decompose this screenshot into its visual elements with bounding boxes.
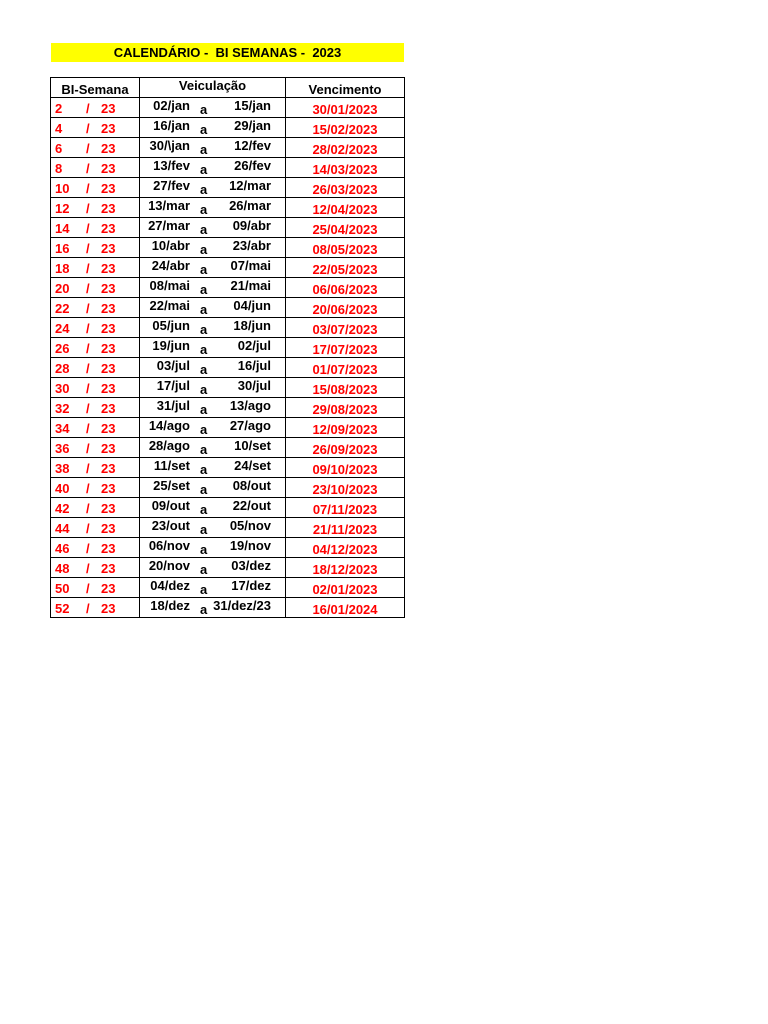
- biweek-year: 23: [101, 561, 116, 576]
- table-row: [51, 178, 405, 198]
- due-date-cell: 02/01/2023: [286, 578, 405, 598]
- table-row: [51, 278, 405, 298]
- due-date-cell: 30/01/2023: [286, 98, 405, 118]
- period-cell: [140, 118, 286, 138]
- period-end: 29/jan: [234, 118, 271, 133]
- header-period: Veiculação: [140, 78, 286, 98]
- header-due: Vencimento: [286, 78, 405, 98]
- due-date-cell: 25/04/2023: [286, 218, 405, 238]
- biweek-year: 23: [101, 241, 116, 256]
- period-cell: [140, 518, 286, 538]
- biweek-year: 23: [101, 301, 116, 316]
- period-end: 26/fev: [234, 158, 271, 173]
- biweek-slash: /: [86, 161, 90, 176]
- biweek-year: 23: [101, 481, 116, 496]
- period-separator: a: [200, 542, 208, 557]
- period-separator: a: [200, 482, 208, 497]
- due-date-cell: 01/07/2023: [286, 358, 405, 378]
- biweek-number: 44: [55, 521, 70, 536]
- biweek-cell: [51, 538, 140, 558]
- period-cell: [140, 218, 286, 238]
- period-end: 15/jan: [234, 98, 271, 113]
- period-separator: a: [200, 382, 208, 397]
- period-end: 03/dez: [231, 558, 271, 573]
- period-cell: [140, 358, 286, 378]
- due-date-cell: 29/08/2023: [286, 398, 405, 418]
- biweek-year: 23: [101, 141, 116, 156]
- due-date-cell: 20/06/2023: [286, 298, 405, 318]
- period-separator: a: [200, 582, 208, 597]
- period-end: 17/dez: [231, 578, 271, 593]
- biweek-cell: [51, 518, 140, 538]
- biweek-year: 23: [101, 461, 116, 476]
- biweek-number: 10: [55, 181, 70, 196]
- period-separator: a: [200, 262, 208, 277]
- table-row: [51, 498, 405, 518]
- biweek-slash: /: [86, 241, 90, 256]
- biweek-number: 24: [55, 321, 70, 336]
- period-separator: a: [200, 602, 208, 617]
- period-start: 24/abr: [151, 258, 190, 273]
- period-start: 19/jun: [152, 338, 190, 353]
- table-header-row: [51, 78, 405, 98]
- biweek-cell: [51, 238, 140, 258]
- period-end: 02/jul: [237, 338, 271, 353]
- table-row: [51, 118, 405, 138]
- period-end: 08/out: [232, 478, 271, 493]
- biweek-slash: /: [86, 401, 90, 416]
- biweek-cell: [51, 138, 140, 158]
- biweek-number: 22: [55, 301, 70, 316]
- biweek-cell: [51, 398, 140, 418]
- biweek-number: 38: [55, 461, 70, 476]
- biweek-year: 23: [101, 321, 116, 336]
- period-cell: [140, 318, 286, 338]
- biweek-slash: /: [86, 321, 90, 336]
- period-separator: a: [200, 162, 208, 177]
- biweek-number: 12: [55, 201, 70, 216]
- table-row: [51, 538, 405, 558]
- period-end: 23/abr: [232, 238, 271, 253]
- due-date-cell: 03/07/2023: [286, 318, 405, 338]
- due-date-cell: 26/03/2023: [286, 178, 405, 198]
- period-separator: a: [200, 282, 208, 297]
- biweek-cell: [51, 438, 140, 458]
- period-separator: a: [200, 222, 208, 237]
- due-date-cell: 12/04/2023: [286, 198, 405, 218]
- period-end: 24/set: [234, 458, 271, 473]
- biweek-year: 23: [101, 361, 116, 376]
- biweek-cell: [51, 598, 140, 618]
- table-row: [51, 418, 405, 438]
- biweek-year: 23: [101, 421, 116, 436]
- biweek-slash: /: [86, 501, 90, 516]
- biweek-cell: [51, 178, 140, 198]
- biweek-slash: /: [86, 301, 90, 316]
- biweek-slash: /: [86, 541, 90, 556]
- due-date-cell: 06/06/2023: [286, 278, 405, 298]
- period-end: 16/jul: [237, 358, 271, 373]
- period-separator: a: [200, 202, 208, 217]
- period-cell: [140, 598, 286, 618]
- period-end: 04/jun: [233, 298, 271, 313]
- period-cell: [140, 338, 286, 358]
- period-separator: a: [200, 402, 208, 417]
- biweek-year: 23: [101, 201, 116, 216]
- period-start: 03/jul: [156, 358, 190, 373]
- period-separator: a: [200, 422, 208, 437]
- period-start: 10/abr: [151, 238, 190, 253]
- period-end: 22/out: [232, 498, 271, 513]
- period-cell: [140, 198, 286, 218]
- period-start: 23/out: [151, 518, 190, 533]
- period-end: 26/mar: [229, 198, 271, 213]
- biweek-number: 32: [55, 401, 70, 416]
- biweek-year: 23: [101, 261, 116, 276]
- biweek-cell: [51, 458, 140, 478]
- period-separator: a: [200, 342, 208, 357]
- biweek-year: 23: [101, 281, 116, 296]
- biweek-slash: /: [86, 381, 90, 396]
- period-start: 08/mai: [149, 278, 190, 293]
- biweek-number: 4: [55, 121, 63, 136]
- period-cell: [140, 438, 286, 458]
- table-row: [51, 518, 405, 538]
- period-separator: a: [200, 142, 208, 157]
- period-end: 31/dez/23: [213, 598, 271, 613]
- period-start: 27/fev: [153, 178, 190, 193]
- biweek-cell: [51, 358, 140, 378]
- biweek-number: 50: [55, 581, 70, 596]
- biweek-year: 23: [101, 501, 116, 516]
- biweek-slash: /: [86, 261, 90, 276]
- due-date-cell: 15/02/2023: [286, 118, 405, 138]
- biweek-year: 23: [101, 381, 116, 396]
- period-start: 18/dez: [150, 598, 190, 613]
- period-start: 20/nov: [148, 558, 190, 573]
- biweek-number: 14: [55, 221, 70, 236]
- biweek-cell: [51, 558, 140, 578]
- biweek-slash: /: [86, 121, 90, 136]
- biweek-number: 34: [55, 421, 70, 436]
- period-end: 12/mar: [229, 178, 271, 193]
- period-start: 22/mai: [149, 298, 190, 313]
- biweek-slash: /: [86, 101, 90, 116]
- period-end: 21/mai: [230, 278, 271, 293]
- due-date-cell: 22/05/2023: [286, 258, 405, 278]
- table-row: [51, 238, 405, 258]
- period-start: 04/dez: [150, 578, 190, 593]
- period-separator: a: [200, 442, 208, 457]
- period-cell: [140, 498, 286, 518]
- due-date-cell: 18/12/2023: [286, 558, 405, 578]
- biweek-cell: [51, 478, 140, 498]
- biweek-year: 23: [101, 581, 116, 596]
- period-cell: [140, 278, 286, 298]
- biweek-number: 40: [55, 481, 70, 496]
- due-date-cell: 07/11/2023: [286, 498, 405, 518]
- due-date-cell: 09/10/2023: [286, 458, 405, 478]
- due-date-cell: 16/01/2024: [286, 598, 405, 618]
- due-date-cell: 28/02/2023: [286, 138, 405, 158]
- biweek-number: 46: [55, 541, 70, 556]
- period-cell: [140, 258, 286, 278]
- table-row: [51, 258, 405, 278]
- table-row: [51, 318, 405, 338]
- period-separator: a: [200, 322, 208, 337]
- period-start: 09/out: [151, 498, 190, 513]
- biweek-cell: [51, 578, 140, 598]
- biweek-cell: [51, 158, 140, 178]
- period-end: 09/abr: [232, 218, 271, 233]
- period-start: 06/nov: [148, 538, 190, 553]
- table-row: [51, 338, 405, 358]
- table-row: [51, 598, 405, 618]
- biweek-year: 23: [101, 181, 116, 196]
- period-cell: [140, 98, 286, 118]
- biweek-slash: /: [86, 521, 90, 536]
- biweek-year: 23: [101, 401, 116, 416]
- biweek-cell: [51, 98, 140, 118]
- biweek-number: 6: [55, 141, 63, 156]
- biweek-slash: /: [86, 361, 90, 376]
- period-end: 07/mai: [230, 258, 271, 273]
- biweek-year: 23: [101, 441, 116, 456]
- period-separator: a: [200, 182, 208, 197]
- period-start: 17/jul: [156, 378, 190, 393]
- table-row: [51, 358, 405, 378]
- biweek-number: 30: [55, 381, 70, 396]
- biweek-year: 23: [101, 521, 116, 536]
- period-cell: [140, 158, 286, 178]
- period-separator: a: [200, 462, 208, 477]
- biweek-slash: /: [86, 561, 90, 576]
- period-separator: a: [200, 122, 208, 137]
- table-row: [51, 458, 405, 478]
- biweek-slash: /: [86, 581, 90, 596]
- period-separator: a: [200, 522, 208, 537]
- biweek-cell: [51, 318, 140, 338]
- due-date-cell: 12/09/2023: [286, 418, 405, 438]
- period-start: 11/set: [153, 458, 190, 473]
- due-date-cell: 14/03/2023: [286, 158, 405, 178]
- due-date-cell: 21/11/2023: [286, 518, 405, 538]
- biweek-slash: /: [86, 441, 90, 456]
- period-start: 14/ago: [148, 418, 190, 433]
- biweek-number: 2: [55, 101, 63, 116]
- biweek-slash: /: [86, 481, 90, 496]
- period-separator: a: [200, 502, 208, 517]
- biweek-year: 23: [101, 101, 116, 116]
- biweek-cell: [51, 418, 140, 438]
- biweek-slash: /: [86, 201, 90, 216]
- biweek-number: 18: [55, 261, 70, 276]
- period-cell: [140, 238, 286, 258]
- biweek-number: 16: [55, 241, 70, 256]
- period-cell: [140, 378, 286, 398]
- period-start: 30/\jan: [149, 138, 190, 153]
- biweek-number: 28: [55, 361, 70, 376]
- table-row: [51, 378, 405, 398]
- period-separator: a: [200, 562, 208, 577]
- period-cell: [140, 458, 286, 478]
- biweek-slash: /: [86, 341, 90, 356]
- biweek-number: 52: [55, 601, 70, 616]
- period-end: 12/fev: [234, 138, 271, 153]
- biweek-cell: [51, 298, 140, 318]
- table-row: [51, 98, 405, 118]
- period-end: 30/jul: [237, 378, 271, 393]
- period-end: 13/ago: [229, 398, 271, 413]
- table-row: [51, 198, 405, 218]
- period-start: 31/jul: [156, 398, 190, 413]
- period-cell: [140, 398, 286, 418]
- period-end: 27/ago: [229, 418, 271, 433]
- period-cell: [140, 578, 286, 598]
- due-date-cell: 04/12/2023: [286, 538, 405, 558]
- due-date-cell: 23/10/2023: [286, 478, 405, 498]
- period-cell: [140, 478, 286, 498]
- period-start: 02/jan: [153, 98, 190, 113]
- period-end: 18/jun: [233, 318, 271, 333]
- due-date-cell: 08/05/2023: [286, 238, 405, 258]
- table-row: [51, 398, 405, 418]
- due-date-cell: 26/09/2023: [286, 438, 405, 458]
- biweek-slash: /: [86, 421, 90, 436]
- period-cell: [140, 178, 286, 198]
- biweek-number: 26: [55, 341, 70, 356]
- period-cell: [140, 538, 286, 558]
- period-separator: a: [200, 242, 208, 257]
- table-row: [51, 558, 405, 578]
- biweek-slash: /: [86, 221, 90, 236]
- header-biweek: BI-Semana: [51, 78, 140, 98]
- biweek-year: 23: [101, 601, 116, 616]
- table-row: [51, 138, 405, 158]
- biweek-cell: [51, 278, 140, 298]
- period-cell: [140, 418, 286, 438]
- table-row: [51, 478, 405, 498]
- period-start: 13/fev: [153, 158, 190, 173]
- biweek-number: 36: [55, 441, 70, 456]
- period-end: 05/nov: [229, 518, 271, 533]
- biweek-cell: [51, 378, 140, 398]
- table-row: [51, 298, 405, 318]
- period-separator: a: [200, 362, 208, 377]
- period-cell: [140, 298, 286, 318]
- biweek-cell: [51, 338, 140, 358]
- biweek-number: 42: [55, 501, 70, 516]
- biweek-slash: /: [86, 181, 90, 196]
- biweek-year: 23: [101, 121, 116, 136]
- period-start: 27/mar: [148, 218, 190, 233]
- biweek-cell: [51, 218, 140, 238]
- biweek-number: 48: [55, 561, 70, 576]
- period-start: 25/set: [153, 478, 190, 493]
- biweek-year: 23: [101, 541, 116, 556]
- period-separator: a: [200, 102, 208, 117]
- period-separator: a: [200, 302, 208, 317]
- document-title: CALENDÁRIO - BI SEMANAS - 2023: [51, 43, 404, 62]
- period-end: 19/nov: [229, 538, 271, 553]
- biweek-cell: [51, 198, 140, 218]
- biweek-cell: [51, 118, 140, 138]
- period-start: 28/ago: [148, 438, 190, 453]
- biweek-slash: /: [86, 281, 90, 296]
- period-end: 10/set: [234, 438, 271, 453]
- biweek-slash: /: [86, 461, 90, 476]
- biweek-year: 23: [101, 161, 116, 176]
- period-start: 13/mar: [148, 198, 190, 213]
- biweek-year: 23: [101, 341, 116, 356]
- biweek-slash: /: [86, 141, 90, 156]
- due-date-cell: 17/07/2023: [286, 338, 405, 358]
- period-start: 05/jun: [152, 318, 190, 333]
- period-cell: [140, 138, 286, 158]
- table-row: [51, 218, 405, 238]
- table-row: [51, 578, 405, 598]
- biweek-slash: /: [86, 601, 90, 616]
- table-row: [51, 158, 405, 178]
- biweek-year: 23: [101, 221, 116, 236]
- table-row: [51, 438, 405, 458]
- due-date-cell: 15/08/2023: [286, 378, 405, 398]
- calendar-table: [50, 77, 405, 618]
- biweek-number: 20: [55, 281, 70, 296]
- period-start: 16/jan: [153, 118, 190, 133]
- table-body: [51, 98, 405, 618]
- biweek-cell: [51, 498, 140, 518]
- biweek-number: 8: [55, 161, 63, 176]
- period-cell: [140, 558, 286, 578]
- biweek-cell: [51, 258, 140, 278]
